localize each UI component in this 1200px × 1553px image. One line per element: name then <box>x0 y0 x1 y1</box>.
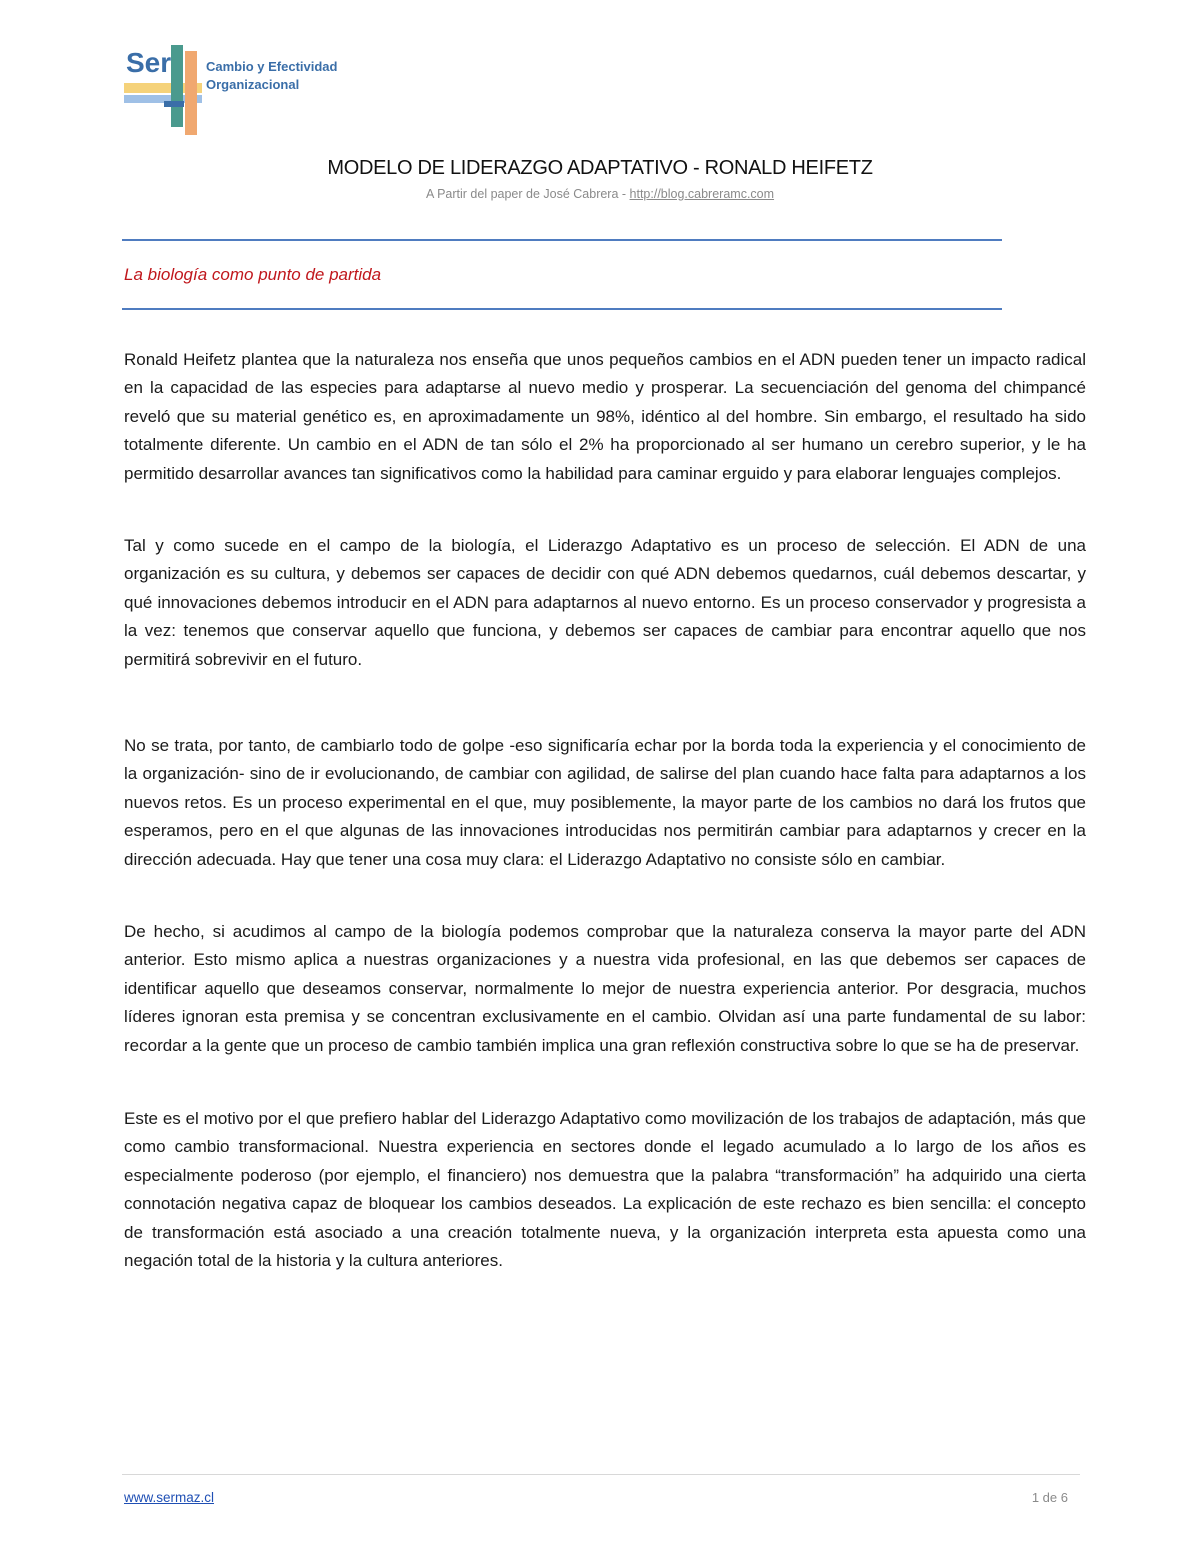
paragraph-4: De hecho, si acudimos al campo de la biología podemos comprobar que la naturaleza conserva la mayor parte del ADN anterior. Esto mismo aplica a nuestras organizaciones y a nuestra vida profesional, en las que debemos ser capaces de identificar aquello que deseamos conservar, normalmente lo mejor de nuestra experiencia anterior. Por desgracia, muchos líderes ignoran esta premisa y se concentran exclusivamente en el cambio. Olvidan así una parte fundamental de su labor: recordar a la gente que un proceso de cambio también implica una gran reflexión constructiva sobre lo que se ha de preservar. <box>124 922 1086 1055</box>
logo-word: Ser <box>126 47 172 78</box>
page-number: 1 de 6 <box>1031 1490 1068 1505</box>
logo-tagline-1: Cambio y Efectividad <box>206 59 338 74</box>
logo <box>124 45 344 140</box>
paragraph-2: Tal y como sucede en el campo de la biología, el Liderazgo Adaptativo es un proceso de selección. El ADN de una organización es su cultura, y debemos ser capaces de decidir con qué ADN debemos quedarnos, cuál debemos descartar, y qué innovaciones debemos introducir en el ADN para adaptarnos al nuevo entorno. Es un proceso conservador y progresista a la vez: tenemos que conservar aquello que funciona, y debemos ser capaces de cambiar para encontrar aquello que nos permitirá sobrevivir en el futuro. <box>124 536 1086 669</box>
document-title: MODELO DE LIDERAZGO ADAPTATIVO - RONALD HEIFETZ <box>327 157 873 179</box>
logo-tagline-2: Organizacional <box>206 77 300 92</box>
source-link[interactable]: http://blog.cabreramc.com <box>629 187 775 201</box>
paragraph-3: No se trata, por tanto, de cambiarlo todo de golpe -eso significaría echar por la borda toda la experiencia y el conocimiento de la organización- sino de ir evolucionando, de cambiar con agilidad, de salirse del plan cuando hace falta para adaptarnos a los nuevos retos. Es un proceso experimental en el que, muy posiblemente, la mayor parte de los cambios no dará los frutos que esperamos, pero en el que algunas de las innovaciones introducidas nos permitirán cambiar para adaptarnos y crecer en la dirección adecuada. Hay que tener una cosa muy clara: el Liderazgo Adaptativo no consiste sólo en cambiar. <box>124 736 1086 869</box>
logo-bar-teal <box>171 45 183 127</box>
logo-bar-blue <box>164 101 184 107</box>
section-rule-bottom <box>122 308 1002 310</box>
section-rule-top <box>122 239 1002 241</box>
logo-bar-orange <box>185 51 197 135</box>
document-subtitle <box>0 187 1200 201</box>
subtitle-prefix: A Partir del paper de José Cabrera - <box>425 187 630 201</box>
footer-rule <box>122 1474 1080 1475</box>
paragraph-1: Ronald Heifetz plantea que la naturaleza nos enseña que unos pequeños cambios en el ADN pueden tener un impacto radical en la capacidad de las especies para adaptarse al nuevo medio y prosperar. La secuenciación del genoma del chimpancé reveló que su material genético es, en aproximadamente un 98%, idéntico al del hombre. Sin embargo, el resultado ha sido totalmente diferente. Un cambio en el ADN de tan sólo el 2% ha proporcionado al ser humano un cerebro superior, y le ha permitido desarrollar avances tan significativos como la habilidad para caminar erguido y para elaborar lenguajes complejos. <box>124 350 1086 483</box>
paragraph-5: Este es el motivo por el que prefiero hablar del Liderazgo Adaptativo como movilización de los trabajos de adaptación, más que como cambio transformacional. Nuestra experiencia en sectores donde el legado acumulado a lo largo de los años es especialmente poderoso (por ejemplo, el financiero) nos demuestra que la palabra “transformación” ha adquirido una cierta connotación negativa capaz de bloquear los cambios deseados. La explicación de este rechazo es bien sencilla: el concepto de transformación está asociado a una creación totalmente nueva, y la organización interpreta esta apuesta como una negación total de la historia y la cultura anteriores. <box>124 1109 1086 1271</box>
footer-website-link[interactable]: www.sermaz.cl <box>124 1490 215 1505</box>
section-title: La biología como punto de partida <box>124 265 382 284</box>
